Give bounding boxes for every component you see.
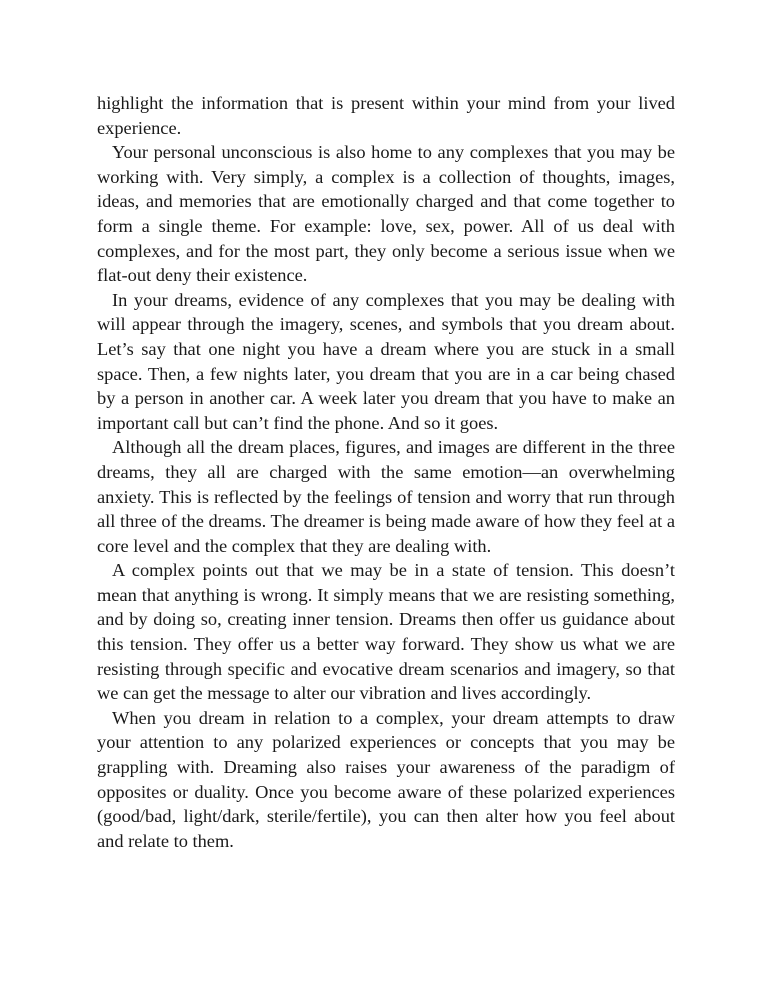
paragraph-1: highlight the information that is present within your mind from your lived experience.	[97, 93, 675, 138]
paragraph-5: A complex points out that we may be in a state of tension. This doesn’t mean that anything is wrong. It simply means that we are resisting something, and by doing so, creating inner tension. Dreams then offer us guidance about this tension. They offer us a better way forward. They show us what we are resisting through specific and evocative dream scenarios and imagery, so that we can get the message to alter our vibration and lives accordingly.	[97, 560, 675, 704]
paragraph-6: When you dream in relation to a complex, your dream attempts to draw your attention to any polarized experiences or concepts that you may be grappling with. Dreaming also raises your awareness of the paradigm of opposites or duality. Once you become aware of these polarized experiences (good/bad, light/dark, sterile/fertile), you can then alter how you feel about and relate to them.	[97, 707, 675, 851]
paragraph-2: Your personal unconscious is also home to any complexes that you may be working with. Very simply, a complex is a collection of thoughts, images, ideas, and memories that are emotionally charged and that come together to form a single theme. For example: love, sex, power. All of us deal with complexes, and for the most part, they only become a serious issue when we flat-out deny their existence.	[97, 142, 675, 286]
paragraph-4: Although all the dream places, figures, and images are different in the three dreams, they all are charged with the same emotion—an overwhelming anxiety. This is reflected by the feelings of tension and worry that run through all three of the dreams. The dreamer is being made aware of how they feel at a core level and the complex that they are dealing with.	[97, 437, 675, 556]
body-text	[97, 91, 675, 853]
paragraph-3: In your dreams, evidence of any complexes that you may be dealing with will appear through the imagery, scenes, and symbols that you dream about. Let’s say that one night you have a dream where you are stuck in a small space. Then, a few nights later, you dream that you are in a car being chased by a person in another car. A week later you dream that you have to make an important call but can’t find the phone. And so it goes.	[97, 289, 675, 433]
